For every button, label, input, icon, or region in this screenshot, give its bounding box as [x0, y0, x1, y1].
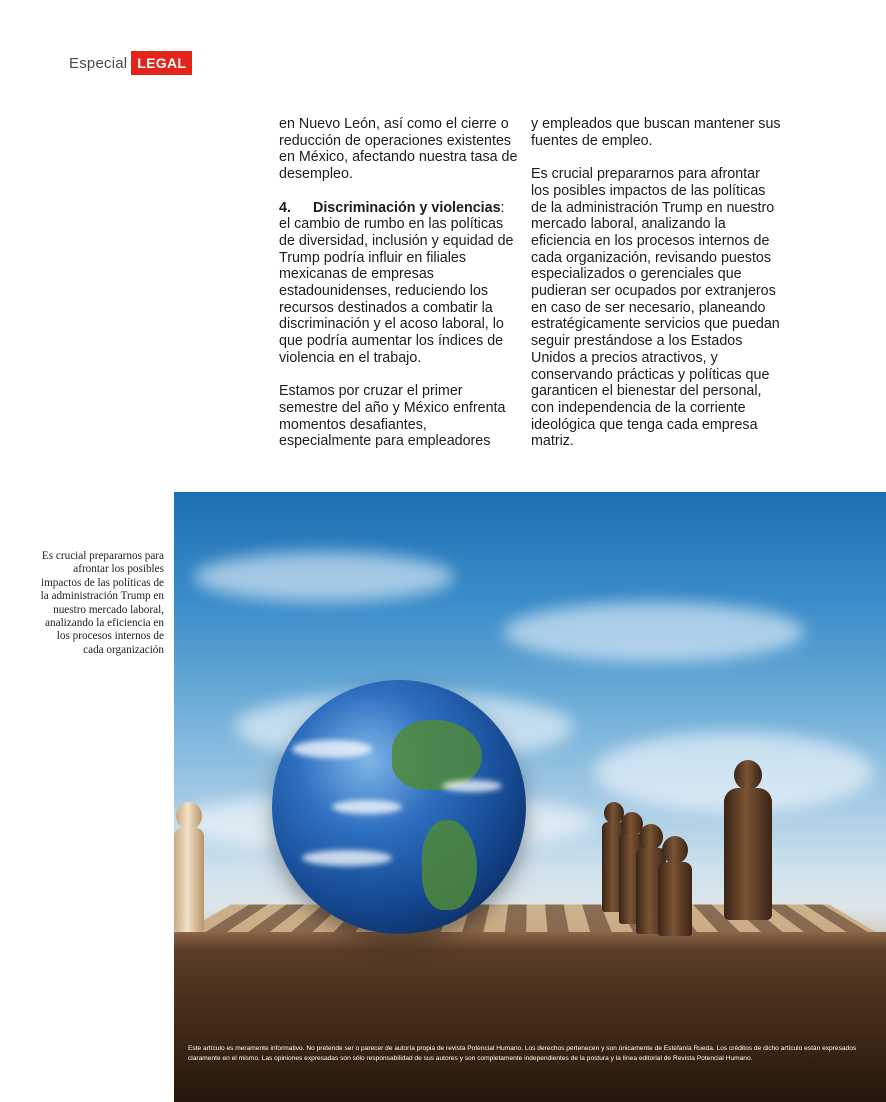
- globe-chess-photo: [174, 492, 886, 1102]
- list-text: : el cambio de rumbo en las políticas de diversidad, inclusión y equidad de Trump podría influir en filiales mexicanas de empresas estadounidenses, reduciendo los recursos destinados a combatir la discriminación y el acoso laboral, lo que podría aumentar los índices de violencia en el trabajo.: [279, 199, 514, 366]
- section-badge: LEGAL: [131, 51, 192, 75]
- earth-globe: [272, 680, 526, 934]
- wooden-table: [174, 950, 886, 1102]
- black-pawn: [658, 836, 692, 936]
- pull-quote: Es crucial prepararnos para afrontar los posibles impactos de las políticas de la administración Trump en nuestro mercado laboral, analizando la eficiencia en los procesos internos de cada organización: [40, 550, 164, 656]
- section-label: Especial: [69, 54, 128, 72]
- cloud-swirl: [442, 780, 502, 792]
- continent: [422, 820, 477, 910]
- list-number: 4.: [279, 199, 291, 216]
- list-item-4: [279, 200, 519, 367]
- cloud: [194, 552, 454, 602]
- cloud: [504, 602, 804, 662]
- paragraph: Es crucial prepararnos para afrontar los posibles impactos de las políticas de la administración Trump en nuestro mercado laboral, analizando la eficiencia en los procesos internos de cada organización, revisando puestos especializados o gerenciales que pudieran ser ocupados por extranjeros en caso de ser necesario, planeando estratégicamente servicios que puedan seguir prestándose a los Estados Unidos a precios atractivos, y conservando prácticas y políticas que garanticen el bienestar del personal, con independencia de la corriente ideológica que tenga cada empresa matriz.: [531, 166, 780, 450]
- cloud-swirl: [332, 800, 402, 814]
- list-heading: Discriminación y violencias: [313, 199, 501, 216]
- cloud-swirl: [302, 850, 392, 866]
- paragraph: Estamos por cruzar el primer semestre del año y México enfrenta momentos desafiantes, especialmente para empleadores: [279, 383, 506, 450]
- paragraph: en Nuevo León, así como el cierre o reducción de operaciones existentes en México, afectando nuestra tasa de desempleo.: [279, 116, 518, 183]
- article-column-2: [531, 116, 781, 450]
- cloud-swirl: [292, 740, 372, 758]
- article-column-1: [279, 116, 519, 450]
- white-pawn: [174, 802, 204, 932]
- black-queen: [720, 760, 776, 920]
- chessboard-edge: [174, 932, 886, 950]
- section-header: [69, 51, 192, 75]
- disclaimer: Este artículo es meramente informativo. No pretende ser o parecer de autoría propia de revista Potencial Humano. Los derechos pertenecen y son únicamente de Estefanía Rueda. Los créditos de dicho artículo están expresados claramente en el mismo. Las opiniones expresadas son sólo responsabilidad de sus autores y son completamente independientes de la postura y la línea editorial de Revista Potencial Humano.: [188, 1045, 857, 1062]
- paragraph: y empleados que buscan mantener sus fuentes de empleo.: [531, 116, 781, 149]
